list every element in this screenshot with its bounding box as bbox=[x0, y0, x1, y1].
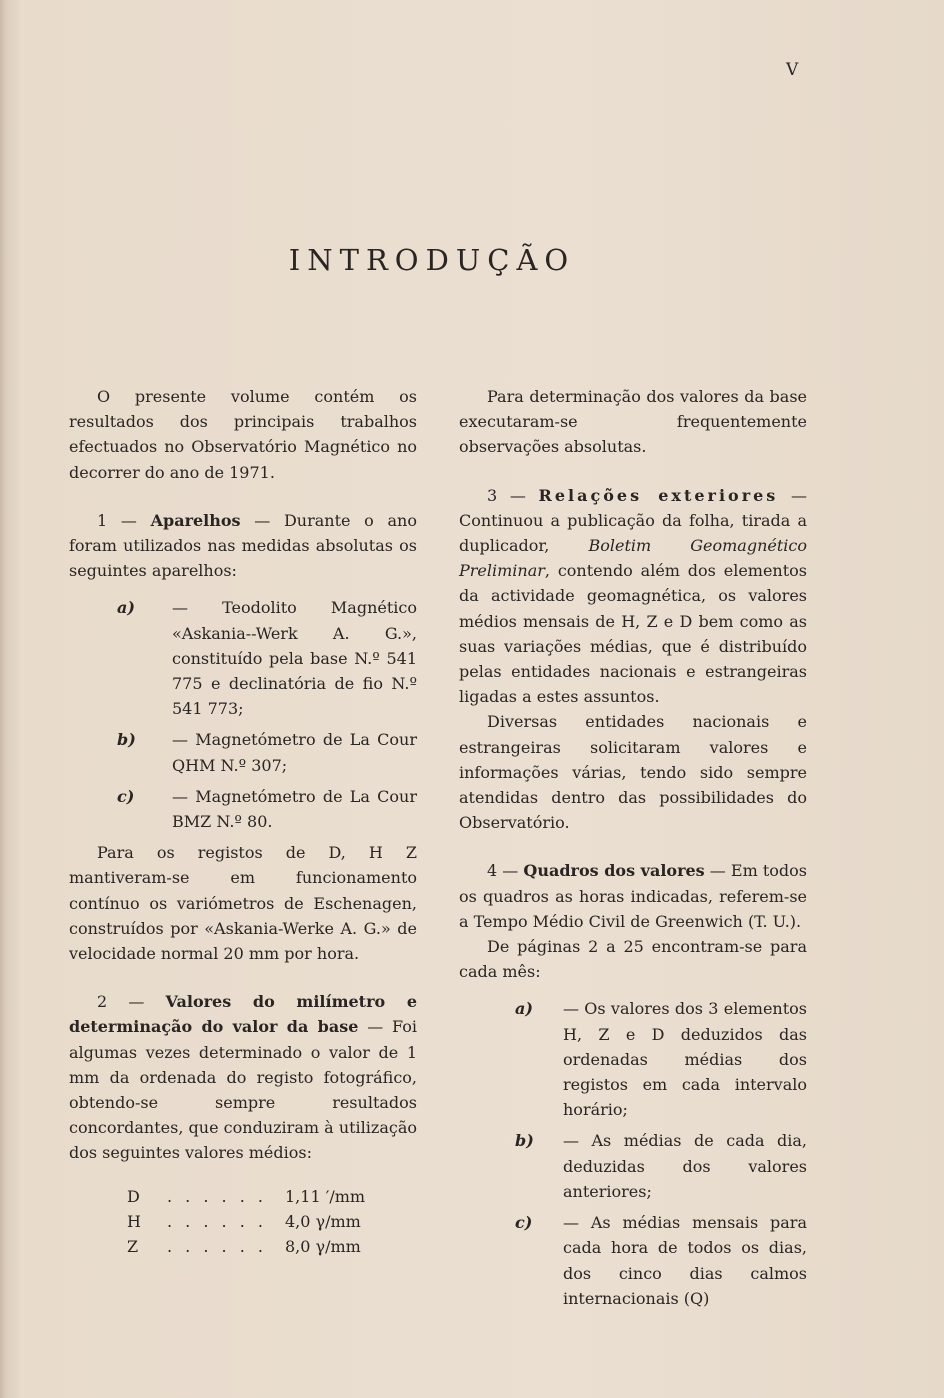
element-key: D bbox=[127, 1186, 140, 1206]
section-4-heading: Quadros dos valores bbox=[523, 861, 705, 881]
leader-dots: . . . . . . bbox=[167, 1211, 267, 1231]
element-value: 8,0 γ/mm bbox=[285, 1236, 361, 1256]
list-item-text: — As médias de cada dia, deduzidas dos valores anteriores; bbox=[563, 1131, 807, 1201]
section-4-text: — Em todos os quadros as horas indicadas, referem-se a Tempo Médio Civil de Greenwich (T. U.). bbox=[459, 861, 808, 931]
list-item bbox=[69, 595, 417, 721]
element-value: 1,11 ′/mm bbox=[285, 1186, 366, 1206]
section-4-paragraph bbox=[459, 858, 807, 934]
right-column bbox=[459, 384, 807, 1311]
list-item bbox=[69, 727, 417, 777]
section-1-paragraph bbox=[69, 508, 417, 584]
page-number: V bbox=[786, 60, 800, 80]
bulletin-title: Boletim Geomagnético Preliminar bbox=[459, 536, 807, 581]
list-item bbox=[459, 1128, 807, 1204]
section-1-text: — Durante o ano foram utilizados nas medidas absolutas os seguintes aparelhos: bbox=[69, 510, 417, 581]
list-item bbox=[459, 996, 807, 1122]
section-2-text: — Foi algumas vezes determinado o valor de 1 mm da ordenada do registo fotográfico, obtendo-se sempre resultados concordantes, que conduziram à utilização dos seguintes valores médios: bbox=[69, 1017, 417, 1163]
section-4-number: 4 — bbox=[487, 861, 519, 881]
section-3-number: 3 — bbox=[487, 485, 526, 505]
values-row bbox=[127, 1184, 417, 1209]
list-item-text: — Os valores dos 3 elementos H, Z e D deduzidos das ordenadas médias dos registos em cada intervalo horário; bbox=[563, 999, 807, 1120]
section-2-heading: Valores do milímetro e determinação do valor da base bbox=[69, 992, 418, 1037]
values-row bbox=[127, 1209, 417, 1234]
list-item-text: — As médias mensais para cada hora de todos os dias, dos cinco dias calmos internacionais (Q) bbox=[563, 1213, 807, 1308]
leader-dots: . . . . . . bbox=[167, 1236, 267, 1256]
section-1-number: 1 — bbox=[97, 510, 137, 530]
entities-paragraph: Diversas entidades nacionais e estrangeiras solicitaram valores e informações várias, tendo sido sempre atendidas dentro das possibilidades do Observatório. bbox=[459, 712, 807, 833]
intro-paragraph: O presente volume contém os resultados dos principais trabalhos efectuados no Observatório Magnético no decorrer do ano de 1971. bbox=[69, 387, 417, 482]
left-column bbox=[69, 384, 417, 1259]
list-item-label: b) bbox=[117, 730, 136, 750]
base-paragraph: Para determinação dos valores da base executaram-se frequentemente observações absolutas. bbox=[459, 387, 807, 457]
list-item-text: — Magnetómetro de La Cour QHM N.º 307; bbox=[172, 730, 417, 775]
section-3-heading: Relações exteriores bbox=[538, 485, 779, 505]
section-1-heading: Aparelhos bbox=[150, 510, 241, 530]
section-3-text-a: — Continuou a publicação da folha, tirada a duplicador, bbox=[459, 485, 808, 556]
list-item bbox=[459, 1210, 807, 1311]
section-3-paragraph bbox=[459, 483, 807, 710]
registos-paragraph: Para os registos de D, H Z mantiveram-se em funcionamento contínuo os variómetros de Eschenagen, construídos por «Askania-Werke A. G.» de velocidade normal 20 mm por hora. bbox=[69, 843, 417, 964]
list-item-label: c) bbox=[515, 1213, 533, 1233]
values-row bbox=[127, 1234, 417, 1259]
section-2-paragraph bbox=[69, 989, 417, 1165]
list-item-label: c) bbox=[117, 786, 135, 806]
list-item-label: b) bbox=[515, 1131, 534, 1151]
list-item-text: — Magnetómetro de La Cour BMZ N.º 80. bbox=[172, 786, 417, 832]
element-value: 4,0 γ/mm bbox=[285, 1211, 361, 1231]
list-item bbox=[69, 784, 417, 834]
element-key: Z bbox=[127, 1236, 139, 1256]
section-2-number: 2 — bbox=[97, 992, 145, 1012]
list-item-label: a) bbox=[117, 598, 135, 618]
values-table bbox=[69, 1184, 417, 1259]
list-item-label: a) bbox=[515, 999, 533, 1019]
page-title: INTRODUÇÃO bbox=[288, 243, 576, 277]
section-3-text-b: , contendo além dos elementos da actividade geomagnética, os valores médios mensais de H, Z e D bem como as suas variações médias, que é distribuído pelas entidades nacionais e estrangeiras ligadas a estes assuntos. bbox=[459, 561, 807, 707]
leader-dots: . . . . . . bbox=[167, 1186, 267, 1206]
element-key: H bbox=[127, 1211, 141, 1231]
list-item-text: — Teodolito Magnético «Askania--Werk A. G.», constituído pela base N.º 541 775 e declinatória de fio N.º 541 773; bbox=[172, 598, 417, 719]
pages-paragraph: De páginas 2 a 25 encontram-se para cada mês: bbox=[459, 937, 807, 982]
